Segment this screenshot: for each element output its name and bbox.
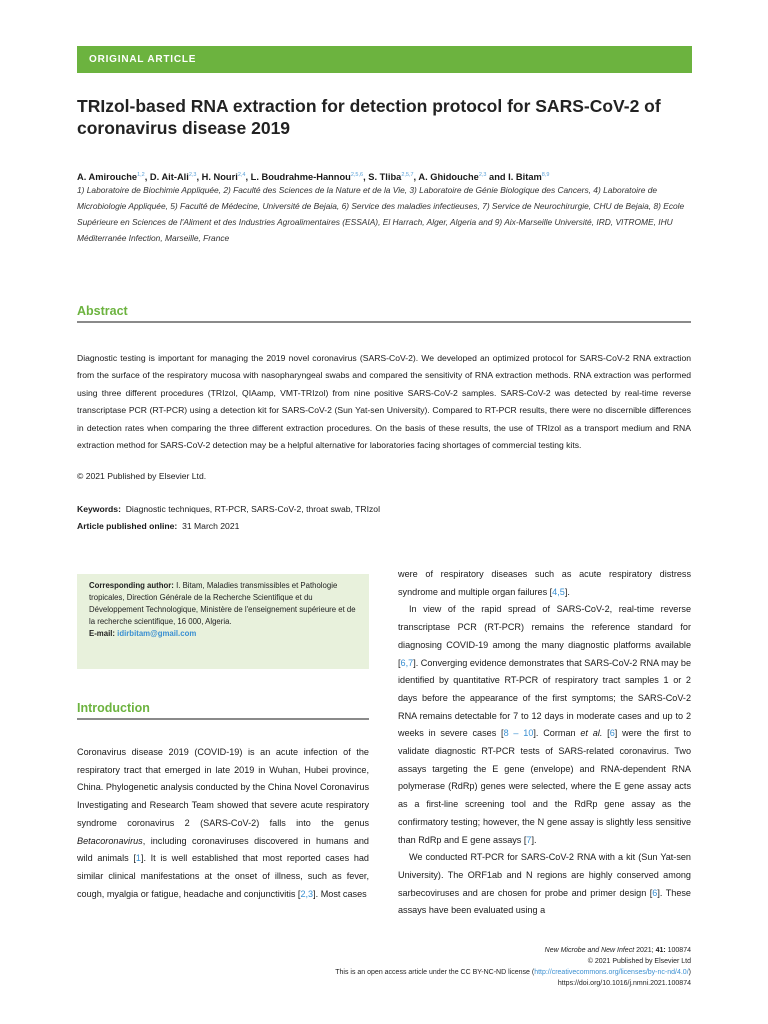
introduction-left-column — [77, 744, 369, 903]
citation-link[interactable]: 1 — [135, 853, 141, 864]
email-link[interactable]: idirbitam@gmail.com — [117, 629, 197, 638]
paragraph — [398, 849, 691, 920]
body-text: Coronavirus disease 2019 (COVID-19) is an acute infection of the respiratory tract that emerged in late 2019 in Wuhan, Hubei province, China. Phylogenetic analysis conducted by the China Novel Coronavirus Investigating and Research Team showed that severe acute respiratory syndrome coronavirus 2 (SARS-CoV-2) falls into the genus — [77, 747, 369, 828]
citation-link[interactable]: 4,5 — [552, 586, 565, 597]
keywords-label: Keywords: — [77, 504, 121, 514]
body-text: We conducted RT-PCR for SARS-CoV-2 RNA with a kit (Sun Yat-sen University). The ORF1ab and N regions are highly conserved among sarbecoviruses and are chosen for probe and primer design [ — [398, 852, 691, 898]
genus-name: Betacoronavirus — [77, 835, 143, 846]
published-online-label: Article published online: — [77, 521, 178, 531]
article-title: TRIzol-based RNA extraction for detection protocol for SARS-CoV-2 of coronavirus disease 2019 — [77, 96, 661, 138]
author-name: S. Tliba — [368, 172, 402, 183]
article-number: 100874 — [665, 947, 691, 954]
published-online — [77, 521, 697, 531]
paragraph — [398, 566, 691, 601]
affiliations: 1) Laboratoire de Biochimie Appliquée, 2) Faculté des Sciences de la Nature et de la Vie, 3) Laboratoire de Génie Biologique des Cancers, 4) Laboratoire de Microbiologie Appliquée, 5) Faculté de Médecine, Université de Bejaia, 6) Service des maladies infectieuses, 7) Service de Neurochirurgie, CHU de Bejaia, 8) Ecole Supérieure en Sciences de l'Aliment et des Industries Agroalimentaires (ESSAIA), El Harrach, Alger, Algeria and 9) Aix-Marseille Université, IRD, VITROME, IHU Méditerranée Infection, Marseille, France — [77, 185, 685, 243]
license-line — [191, 968, 691, 979]
doi-link[interactable]: https://doi.org/10.1016/j.nmni.2021.100874 — [557, 980, 691, 987]
body-text: ]. These assays have been evaluated using a — [398, 887, 691, 916]
body-text: ] were the first to validate diagnostic RT-PCR tests of SARS-related coronavirus. Two assays targeting the E gene (envelope) and RNA-dependent RNA polymerase (RdRp) genes were selected, where the E gene assay acts as a first-line screening tool and the RdRp gene assay as the confirmatory testing; however, the N gene assay is slightly less sensitive than RdRp and E gene assays [ — [398, 728, 692, 845]
body-text: ]. Converging evidence demonstrates that SARS-CoV-2 RNA may be identified by quantitative RT-PCR of respiratory tract samples 1 or 2 days before the appearance of the first symptoms; the SARS-CoV-2 RNA remains detectable for 7 to 12 days in moderate cases and up to 2 weeks in severe cases [ — [398, 657, 691, 739]
body-text: ]. Corman — [533, 728, 581, 739]
citation-link[interactable]: 6 — [609, 728, 615, 739]
body-text: In view of the rapid spread of SARS-CoV-2, real-time reverse transcriptase PCR (RT-PCR) remains the reference standard for diagnosing COVID-19 among the many diagnostic platforms available [ — [398, 604, 691, 668]
paragraph — [398, 601, 691, 849]
keywords-value: Diagnostic techniques, RT-PCR, SARS-CoV-2, throat swab, TRIzol — [125, 504, 380, 514]
footer-copyright: © 2021 Published by Elsevier Ltd — [587, 958, 691, 965]
et-al: et al. — [580, 728, 603, 739]
body-text: were of respiratory diseases such as acute respiratory distress syndrome and multiple organ failures [ — [398, 569, 691, 597]
author-affiliation-mark: 2,5,6 — [350, 172, 364, 178]
introduction-right-column — [398, 566, 691, 920]
author-affiliation-mark: 1,2 — [137, 172, 145, 178]
abstract-text: Diagnostic testing is important for managing the 2019 novel coronavirus (SARS-CoV-2). We developed an optimized protocol for SARS-CoV-2 RNA extraction from the surface of the respiratory mucosa with nasopharyngeal swabs and compared the sensitivity of RNA extraction methods. RNA extraction was performed using three different procedures (TRIzol, QIAamp, VMT-TRIzol) from nine positive SARS-CoV-2 samples. SARS-CoV-2 was detected by real-time reverse transcriptase PCR (RT-PCR) using a detection kit for SARS-CoV-2 (Sun Yat-sen University). Compared to RT-PCR results, there were no discernible differences in detection rates when comparing the three different extraction procedures. On the basis of these results, the use of TRIzol as a transport medium and RNA extraction method for SARS-CoV-2 detection may be a helpful alternative for laboratories facing shortages of commercial testing kits. — [77, 353, 691, 451]
author-affiliation-mark: 2,3 — [478, 172, 487, 178]
author-affiliation-mark: 2,5,7 — [401, 172, 414, 178]
author-list: A. Amirouche$^{1,2}$, D. Ait-Ali$^{2,3}$, H. Nouri$^{2,4}$, L. Boudrahme-Hannou$^{2,5,6}$, S. Tliba$^{2,5,7}$, A. Ghidouche$^{2,3}$ and I. Bitam$^{8,9}$ — [77, 172, 550, 183]
introduction-heading: Introduction — [77, 701, 369, 720]
body-text: ]. Most cases — [313, 888, 367, 899]
corresponding-author-box — [77, 574, 369, 669]
corresponding-author-text: I. Bitam, Maladies transmissibles et Pathologie tropicales, Direction Générale de la Recherche Scientifique et du Développement Technologique, Ministère de l'enseignement supérieure et de la recherche scientifique, 16 000, Algeria. — [89, 581, 356, 626]
body-text: [ — [602, 728, 610, 739]
citation-link[interactable]: 7 — [526, 834, 532, 845]
journal-citation — [191, 946, 691, 957]
author-affiliation-mark: 2,3 — [188, 172, 197, 178]
citation-year: 2021; — [634, 947, 656, 954]
citation-link[interactable]: 6,7 — [400, 657, 414, 668]
author-name: A. Ghidouche — [418, 172, 479, 183]
article-type-banner: ORIGINAL ARTICLE — [77, 46, 692, 73]
author-affiliation-mark: 8,9 — [541, 172, 550, 178]
body-text: ]. It is well established that most reported cases had similar clinical manifestations at the onset of illness, such as fever, cough, myalgia or fatigue, headache and conjunctivitis [ — [77, 853, 369, 899]
journal-name: New Microbe and New Infect — [544, 947, 635, 954]
license-text: This is an open access article under the CC BY-NC-ND license ( — [335, 969, 535, 976]
published-online-date: 31 March 2021 — [182, 521, 240, 531]
citation-link[interactable]: 6 — [652, 887, 658, 898]
citation-link[interactable]: 2,3 — [300, 888, 314, 899]
license-text: ) — [688, 969, 691, 976]
author-name: I. Bitam — [508, 172, 542, 183]
abstract-copyright: © 2021 Published by Elsevier Ltd. — [77, 471, 207, 481]
author-name: D. Ait-Ali — [149, 172, 189, 183]
author-name: H. Nouri — [201, 172, 238, 183]
body-text: ]. — [564, 586, 570, 597]
abstract-heading: Abstract — [77, 304, 691, 323]
corresponding-author-label: Corresponding author: — [89, 581, 174, 590]
author-affiliation-mark: 2,4 — [237, 172, 246, 178]
author-name: A. Amirouche — [77, 172, 138, 183]
citation-link[interactable]: 8 – 10 — [503, 728, 534, 739]
author-name: L. Boudrahme-Hannou — [250, 172, 351, 183]
journal-volume: 41: — [655, 947, 666, 954]
email-label: E-mail: — [89, 629, 115, 638]
body-text: ]. — [531, 834, 537, 845]
body-text: , including coronaviruses discovered in humans and wild animals [ — [77, 835, 369, 864]
keywords — [77, 504, 697, 514]
license-link[interactable]: http://creativecommons.org/licenses/by-nc-nd/4.0/ — [534, 969, 689, 976]
